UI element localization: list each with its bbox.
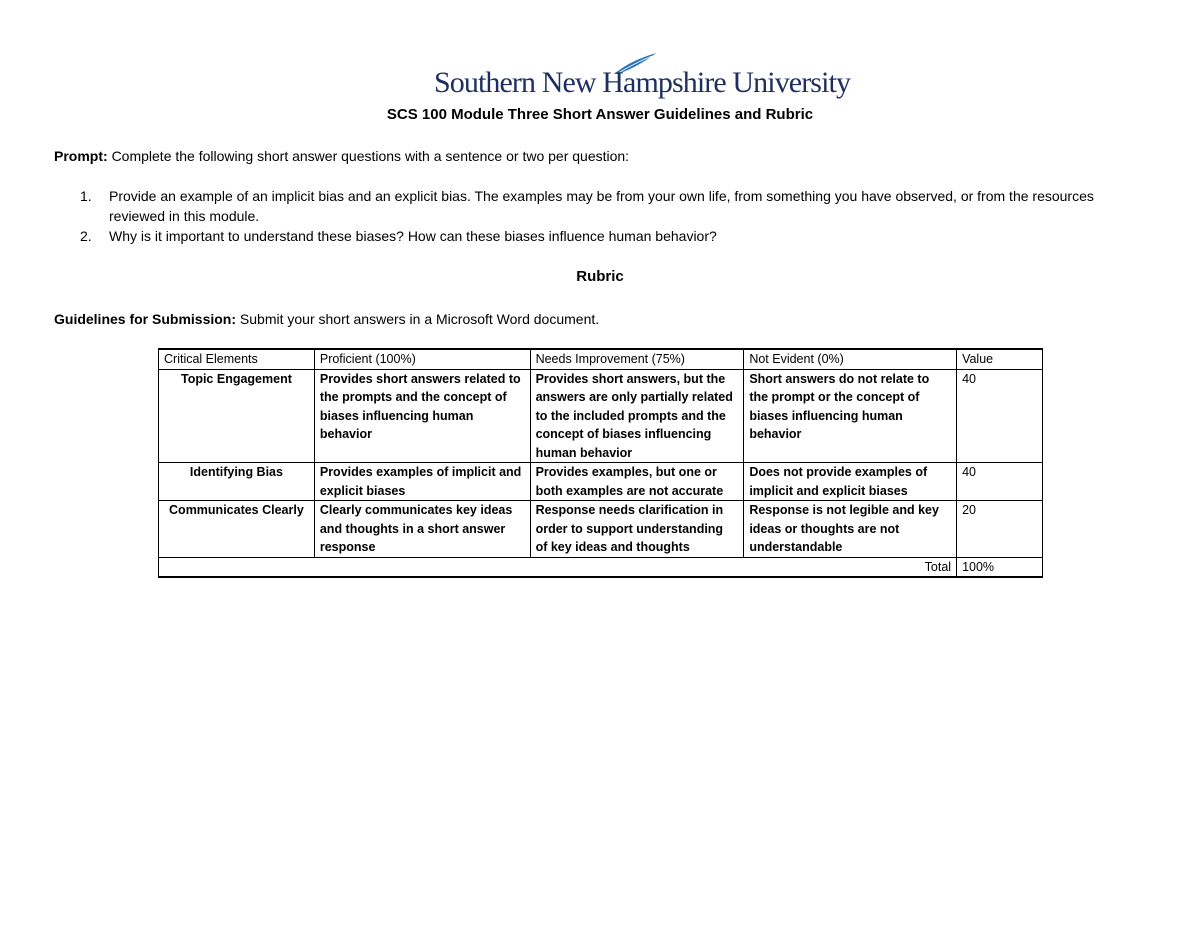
header-cell: Not Evident (0%): [744, 349, 957, 369]
header-cell: Needs Improvement (75%): [530, 349, 744, 369]
question-number: 1.: [80, 188, 92, 204]
proficient-cell: Clearly communicates key ideas and thoughts in a short answer response: [314, 501, 530, 558]
header-cell: Critical Elements: [159, 349, 315, 369]
critical-element-cell: Identifying Bias: [159, 463, 315, 501]
table-header-row: [159, 349, 1043, 369]
header-cell: Proficient (100%): [314, 349, 530, 369]
critical-element-cell: Communicates Clearly: [159, 501, 315, 558]
question-text: Provide an example of an implicit bias and an explicit bias. The examples may be from your own life, from something you have observed, or from the resources reviewed in this module.: [109, 188, 1094, 224]
prompt-label: Prompt:: [54, 148, 108, 164]
value-cell: 40: [957, 463, 1043, 501]
total-row: [159, 557, 1043, 577]
not-evident-cell: Short answers do not relate to the prompt or the concept of biases influencing human behavior: [744, 369, 957, 463]
not-evident-cell: Response is not legible and key ideas or thoughts are not understandable: [744, 501, 957, 558]
logo-wordmark: Southern New Hampshire University: [434, 66, 851, 99]
table-row: [159, 463, 1043, 501]
rubric-table: [158, 348, 1043, 578]
list-item: [54, 226, 1134, 246]
prompt-text: Complete the following short answer questions with a sentence or two per question:: [111, 148, 630, 164]
proficient-cell: Provides examples of implicit and explicit biases: [314, 463, 530, 501]
guidelines-label: Guidelines for Submission:: [54, 311, 237, 327]
proficient-cell: Provides short answers related to the prompts and the concept of biases influencing human behavior: [314, 369, 530, 463]
value-cell: 40: [957, 369, 1043, 463]
not-evident-cell: Does not provide examples of implicit and explicit biases: [744, 463, 957, 501]
table-row: [159, 369, 1043, 463]
total-value: 100%: [957, 557, 1043, 577]
question-number: 2.: [80, 228, 92, 244]
rubric-heading: Rubric: [576, 268, 624, 285]
page-title: SCS 100 Module Three Short Answer Guidelines and Rubric: [386, 106, 814, 123]
university-logo: [434, 52, 851, 102]
critical-element-cell: Topic Engagement: [159, 369, 315, 463]
question-list: [54, 186, 1134, 246]
needs-improvement-cell: Provides examples, but one or both examples are not accurate: [530, 463, 744, 501]
guidelines-text: Submit your short answers in a Microsoft Word document.: [239, 311, 600, 327]
question-text: Why is it important to understand these biases? How can these biases influence human behavior?: [109, 228, 717, 244]
value-cell: 20: [957, 501, 1043, 558]
guidelines-line: [54, 311, 599, 327]
list-item: [54, 186, 1134, 226]
header-cell: Value: [957, 349, 1043, 369]
needs-improvement-cell: Response needs clarification in order to support understanding of key ideas and thoughts: [530, 501, 744, 558]
table-row: [159, 501, 1043, 558]
needs-improvement-cell: Provides short answers, but the answers are only partially related to the included prompts and the concept of biases influencing human behavior: [530, 369, 744, 463]
prompt-line: [54, 148, 629, 164]
total-label: Total: [159, 557, 957, 577]
